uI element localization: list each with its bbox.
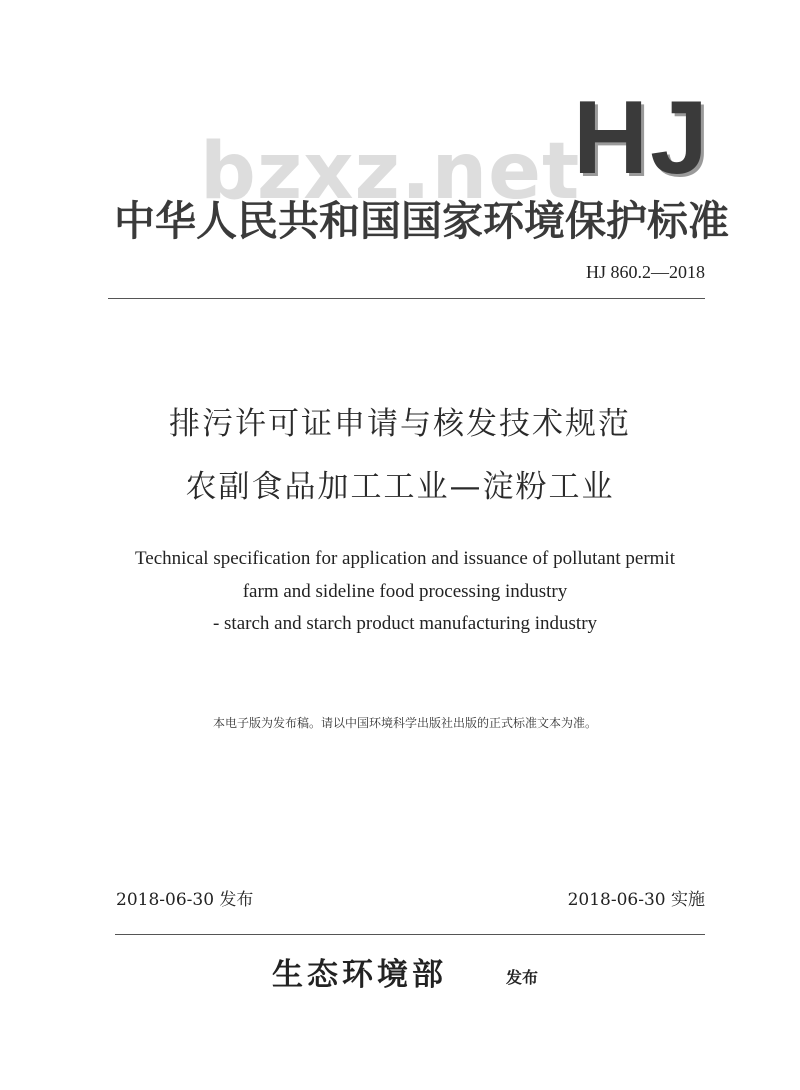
publish-date: 2018-06-30 发布 — [116, 890, 254, 910]
document-title-en-line3: - starch and starch product manufacturing industry — [212, 613, 598, 634]
watermark: bzxz.net — [200, 127, 581, 217]
document-title-cn-line2: 农副食品加工工业—淀粉工业 — [185, 469, 615, 505]
document-title-cn-line1: 排污许可证申请与核发技术规范 — [169, 406, 631, 442]
hj-logo: HJ — [573, 80, 710, 196]
electronic-version-notice: 本电子版为发布稿。请以中国环境科学出版社出版的正式标准文本为准。 — [212, 716, 597, 730]
standard-category-title: 中华人民共和国国家环境保护标准 — [114, 197, 729, 245]
issuing-authority: 生态环境部 — [272, 957, 447, 993]
document-title-en-line2: farm and sideline food processing industry — [242, 581, 568, 602]
footer-divider — [115, 934, 705, 935]
issue-action-label: 发布 — [506, 968, 539, 987]
effective-date: 2018-06-30 实施 — [567, 890, 705, 910]
header-divider — [108, 298, 705, 299]
standard-code: HJ 860.2—2018 — [585, 262, 705, 282]
document-title-en-line1: Technical specification for application and issuance of pollutant permit — [135, 548, 675, 569]
